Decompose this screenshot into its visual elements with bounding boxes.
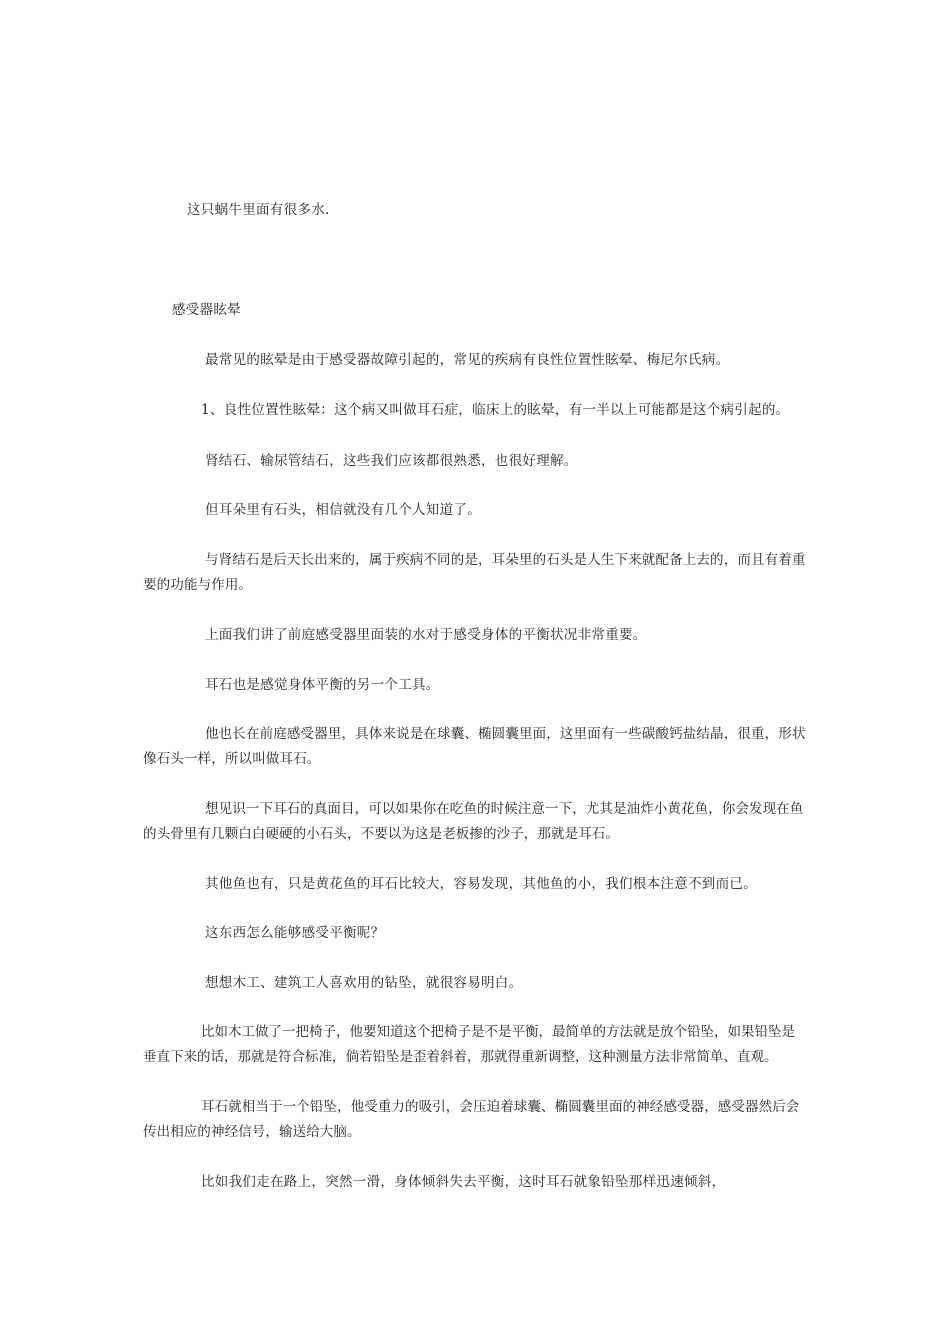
paragraph-otolith-tool: 耳石也是感觉身体平衡的另一个工具。 (205, 677, 440, 693)
paragraph-vestibular-water: 上面我们讲了前庭感受器里面装的水对于感受身体的平衡状况非常重要。 (205, 627, 647, 643)
paragraph-kidney-stones: 肾结石、输尿管结石，这些我们应该都很熟悉，也很好理解。 (205, 453, 578, 469)
paragraph-other-fish: 其他鱼也有，只是黄花鱼的耳石比较大，容易发现，其他鱼的小，我们根本注意不到而已。 (205, 876, 757, 892)
paragraph-carpenter-chair: 比如木工做了一把椅子，他要知道这个把椅子是不是平衡，最简单的方法就是放个铅坠，如果铅坠是垂直下来的话，那就是符合标准，倘若铅坠是歪着斜着，那就得重新调整，这种测量方法非常简单、直观。 (143, 1024, 795, 1065)
paragraph-snail-water: 这只蜗牛里面有很多水. (187, 202, 330, 218)
paragraph-plumb-bob: 想想木工、建筑工人喜欢用的钻坠，就很容易明白。 (205, 975, 523, 991)
paragraph-otolith-location: 他也长在前庭感受器里，具体来说是在球囊、椭圆囊里面，这里面有一些碳酸钙盐结晶，很重，形状像石头一样，所以叫做耳石。 (143, 726, 806, 767)
paragraph-otolith-signal: 耳石就相当于一个铅坠，他受重力的吸引，会压迫着球囊、椭圆囊里面的神经感受器，感受器然后会传出相应的神经信号，输送给大脑。 (143, 1099, 800, 1140)
paragraph-common-vertigo: 最常见的眩晕是由于感受器故障引起的，常见的疾病有良性位置性眩晕、梅尼尔氏病。 (205, 352, 730, 368)
section-heading-receptor-vertigo: 感受器眩晕 (172, 302, 241, 318)
paragraph-ear-stones-innate: 与肾结石是后天长出来的，属于疾病不同的是，耳朵里的石头是人生下来就配备上去的，而且有着重要的功能与作用。 (143, 552, 806, 593)
paragraph-fish-otolith: 想见识一下耳石的真面目，可以如果你在吃鱼的时候注意一下，尤其是油炸小黄花鱼，你会发现在鱼的头骨里有几颗白白硬硬的小石头，不要以为这是老板掺的沙子，那就是耳石。 (143, 801, 804, 842)
paragraph-ear-stones: 但耳朵里有石头，相信就没有几个人知道了。 (205, 502, 481, 518)
paragraph-walking-slip: 比如我们走在路上，突然一滑，身体倾斜失去平衡，这时耳石就象铅坠那样迅速倾斜， (201, 1174, 726, 1190)
paragraph-bppv: 1、良性位置性眩晕：这个病又叫做耳石症，临床上的眩晕，有一半以上可能都是这个病引起的。 (201, 402, 790, 418)
paragraph-how-balance: 这东西怎么能够感受平衡呢？ (205, 925, 385, 941)
